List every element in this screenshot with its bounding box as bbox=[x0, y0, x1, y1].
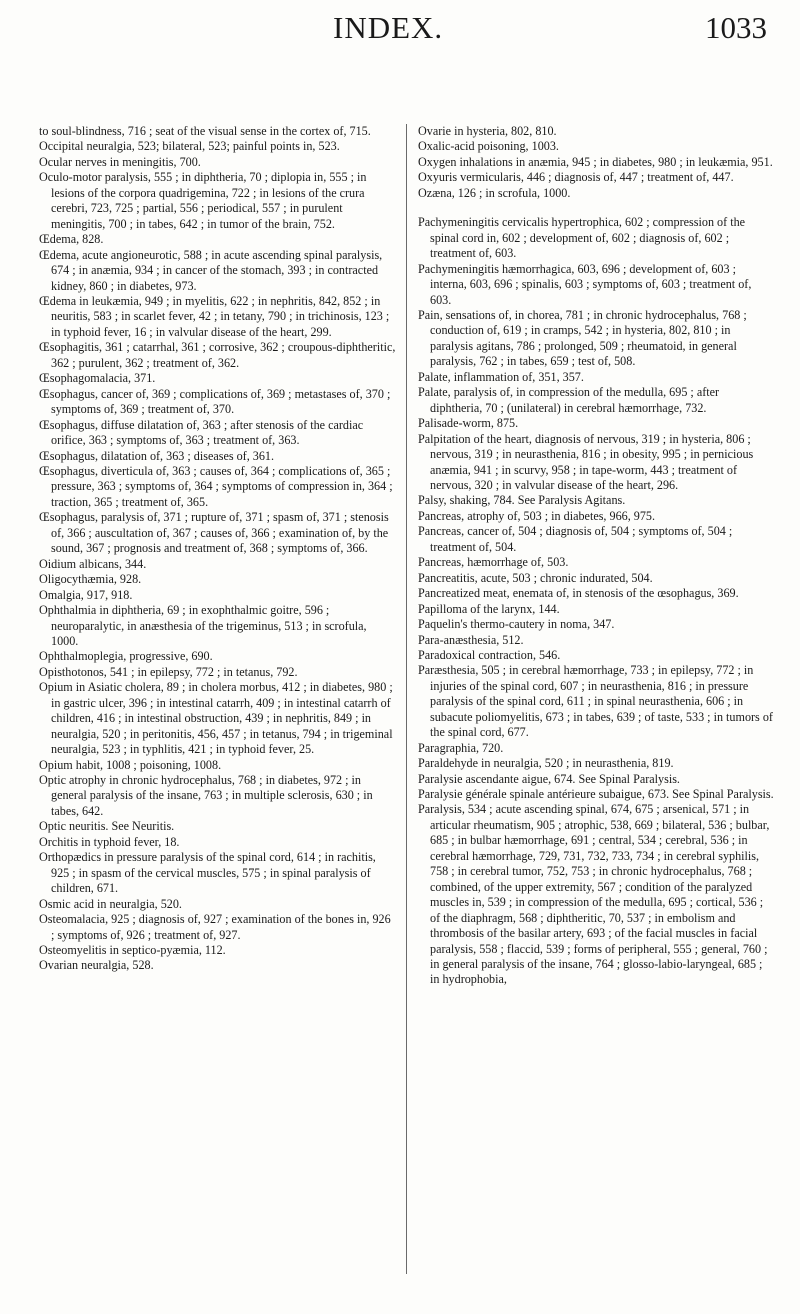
index-entry: Paralysis, 534 ; acute ascending spinal, 674, 675 ; arsenical, 571 ; in articular rheumatism, 905 ; atrophic, 538, 669 ; bilateral, 536 ; bulbar, 685 ; in bulbar hæmorrhage, 691 ; central, 534 ; cerebral, 536 ; in cerebral hæmorrhage, 729, 731, 732, 733, 734 ; in cerebral syphilis, 758 ; in cerebral tumor, 752, 753 ; in chronic hydrocephalus, 768 ; combined, of the upper extremity, 567 ; condition of the paralyzed muscles in, 539 ; in compression of the medulla, 695 ; cortical, 536 ; of the diaphragm, 568 ; diphtheritic, 70, 537 ; in embolism and thrombosis of the basilar artery, 693 ; of the facial muscles in facial paralysis, 558 ; flaccid, 539 ; forms of peripheral, 555 ; general, 760 ; in general paralysis of the insane, 764 ; glosso-labio-laryngeal, 685 ; in hydrophobia, bbox=[418, 802, 770, 987]
index-entry: Opium in Asiatic cholera, 89 ; in cholera morbus, 412 ; in diabetes, 980 ; in gastric ulcer, 396 ; in intestinal catarrh, 409 ; in intestinal catarrh of children, 416 ; in intestinal obstruction, 439 ; in nephritis, 849 ; in neuralgia, 520 ; in peritonitis, 456, 457 ; in tetanus, 794 ; in trigeminal neuralgia, 523 ; in typhlitis, 421 ; in typhoid fever, 25. bbox=[39, 680, 393, 757]
index-entry: Œsophagitis, 361 ; catarrhal, 361 ; corrosive, 362 ; croupous-diphtheritic, 362 ; purulent, 362 ; treatment of, 362. bbox=[39, 340, 396, 370]
index-entry: to soul-blindness, 716 ; seat of the visual sense in the cortex of, 715. bbox=[39, 124, 371, 138]
index-entry: Œsophagomalacia, 371. bbox=[39, 371, 156, 386]
index-entry: Opium habit, 1008 ; poisoning, 1008. bbox=[39, 757, 222, 772]
index-entry: Palsy, shaking, 784. See Paralysis Agitans. bbox=[418, 493, 626, 508]
index-entry: Paquelin's thermo-cautery in noma, 347. bbox=[418, 617, 615, 632]
index-entry: Oligocythæmia, 928. bbox=[39, 572, 142, 587]
index-entry: Œsophagus, cancer of, 369 ; complications of, 369 ; metastases of, 370 ; symptoms of, 369 ; treatment of, 370. bbox=[39, 386, 391, 417]
index-entry: Ozæna, 126 ; in scrofula, 1000. bbox=[418, 185, 571, 200]
index-entry: Paraldehyde in neuralgia, 520 ; in neurasthenia, 819. bbox=[418, 756, 674, 771]
right-column bbox=[418, 124, 774, 988]
page-header bbox=[0, 10, 800, 50]
index-entry: Ovarie in hysteria, 802, 810. bbox=[418, 124, 557, 138]
index-entry: Ocular nerves in meningitis, 700. bbox=[39, 154, 201, 169]
index-entry: Optic atrophy in chronic hydrocephalus, 768 ; in diabetes, 972 ; in general paralysis of the insane, 763 ; in multiple sclerosis, 630 ; in tabes, 642. bbox=[39, 773, 373, 818]
index-entry: Palate, paralysis of, in compression of the medulla, 695 ; after diphtheria, 70 ; (unilateral) in cerebral hæmorrhage, 732. bbox=[418, 385, 720, 415]
index-entry: Ophthalmia in diphtheria, 69 ; in exophthalmic goitre, 596 ; neuroparalytic, in anæsthesia of the trigeminus, 513 ; in scrofula, 1000. bbox=[39, 603, 367, 648]
index-entry: Optic neuritis. See Neuritis. bbox=[39, 819, 175, 834]
index-entry: Paradoxical contraction, 546. bbox=[418, 647, 561, 662]
index-entry: Orchitis in typhoid fever, 18. bbox=[39, 834, 180, 849]
index-entry: Paralysie ascendante aigue, 674. See Spinal Paralysis. bbox=[418, 771, 680, 786]
index-entry: Paræsthesia, 505 ; in cerebral hæmorrhage, 733 ; in epilepsy, 772 ; in injuries of the spinal cord, 607 ; in neurasthenia, 816 ; in pressure paralysis of the spinal cord, 611 ; in spinal neurasthenia, 606 ; in subacute poliomyelitis, 673 ; in tabes, 639 ; of taste, 533 ; in tumors of the spinal cord, 677. bbox=[418, 663, 773, 740]
index-entry: Ovarian neuralgia, 528. bbox=[39, 958, 154, 973]
index-entry: Palpitation of the heart, diagnosis of nervous, 319 ; in hysteria, 806 ; nervous, 319 ; in neurasthenia, 816 ; in obesity, 995 ; in pernicious anæmia, 941 ; in scurvy, 958 ; in tape-worm, 443 ; treatment of nervous, 320 ; in valvular disease of the heart, 296. bbox=[418, 431, 754, 492]
index-entry: Paragraphia, 720. bbox=[418, 740, 504, 755]
index-entry: Oidium albicans, 344. bbox=[39, 556, 147, 571]
index-entry: Para-anæsthesia, 512. bbox=[418, 632, 524, 647]
index-entry: Osteomyelitis in septico-pyæmia, 112. bbox=[39, 943, 226, 958]
index-entry: Palate, inflammation of, 351, 357. bbox=[418, 369, 584, 384]
column-divider bbox=[406, 124, 407, 1274]
index-entry: Papilloma of the larynx, 144. bbox=[418, 601, 560, 616]
page-number: 1033 bbox=[705, 10, 767, 45]
index-entry: Omalgia, 917, 918. bbox=[39, 587, 133, 602]
index-entry: Orthopædics in pressure paralysis of the spinal cord, 614 ; in rachitis, 925 ; in spasm of the cervical muscles, 575 ; in spinal paralysis of children, 671. bbox=[39, 850, 376, 896]
index-entry: Opisthotonos, 541 ; in epilepsy, 772 ; in tetanus, 792. bbox=[39, 664, 298, 679]
index-entry: Oxalic-acid poisoning, 1003. bbox=[418, 139, 559, 154]
index-entry: Œdema, acute angioneurotic, 588 ; in acute ascending spinal paralysis, 674 ; in anæmia, 934 ; in cancer of the stomach, 393 ; in contracted kidney, 860 ; in diabetes, 973. bbox=[39, 247, 383, 293]
index-entry: Oxyuris vermicularis, 446 ; diagnosis of, 447 ; treatment of, 447. bbox=[418, 170, 734, 185]
index-entry: Oxygen inhalations in anæmia, 945 ; in diabetes, 980 ; in leukæmia, 951. bbox=[418, 154, 773, 169]
index-entry: Osmic acid in neuralgia, 520. bbox=[39, 896, 182, 911]
index-entry: Occipital neuralgia, 523; bilateral, 523; painful points in, 523. bbox=[39, 139, 340, 154]
running-title: INDEX. bbox=[333, 10, 444, 45]
index-entry: Pachymeningitis hæmorrhagica, 603, 696 ; development of, 603 ; interna, 603, 696 ; spinalis, 603 ; symptoms of, 603 ; treatment of, 603. bbox=[418, 261, 752, 307]
index-entry: Osteomalacia, 925 ; diagnosis of, 927 ; examination of the bones in, 926 ; symptoms of, 926 ; treatment of, 927. bbox=[39, 912, 391, 942]
index-entry: Œsophagus, diverticula of, 363 ; causes of, 364 ; complications of, 365 ; pressure, 363 ; symptoms of, 364 ; symptoms of compression in, 364 ; traction, 365 ; treatment of, 365. bbox=[39, 463, 393, 509]
index-entry: Pain, sensations of, in chorea, 781 ; in chronic hydrocephalus, 768 ; conduction of, 619 ; in cramps, 542 ; in hysteria, 802, 810 ; in paralysis agitans, 786 ; prolonged, 509 ; rheumatoid, in general paralysis, 762 ; in tabes, 659 ; test of, 508. bbox=[418, 307, 747, 369]
index-entry: Œsophagus, paralysis of, 371 ; rupture of, 371 ; spasm of, 371 ; stenosis of, 366 ; auscultation of, 367 ; causes of, 366 ; examination of, by the sound, 367 ; prognosis and treatment of, 368 ; symptoms of, 366. bbox=[39, 510, 389, 556]
index-entry: Pancreas, atrophy of, 503 ; in diabetes, 966, 975. bbox=[418, 508, 656, 523]
index-entry: Pancreas, hæmorrhage of, 503. bbox=[418, 555, 569, 570]
index-entry: Pachymeningitis cervicalis hypertrophica, 602 ; compression of the spinal cord in, 602 ; development of, 602 ; diagnosis of, 602 ; treatment of, 603. bbox=[418, 215, 746, 261]
index-entry: Œdema in leukæmia, 949 ; in myelitis, 622 ; in nephritis, 842, 852 ; in neuritis, 583 ; in scarlet fever, 42 ; in tetany, 790 ; in trichinosis, 123 ; in typhoid fever, 16 ; in valvular disease of the heart, 299. bbox=[39, 293, 390, 339]
index-entry: Œsophagus, dilatation of, 363 ; diseases of, 361. bbox=[39, 448, 275, 463]
index-entry: Pancreas, cancer of, 504 ; diagnosis of, 504 ; symptoms of, 504 ; treatment of, 504. bbox=[418, 524, 733, 554]
index-entry: Pancreatized meat, enemata of, in stenosis of the œsophagus, 369. bbox=[418, 586, 739, 601]
index-entry: Oculo-motor paralysis, 555 ; in diphtheria, 70 ; diplopia in, 555 ; in lesions of the corpora quadrigemina, 722 ; in lesions of the crura cerebri, 723, 725 ; partial, 556 ; periodical, 557 ; in purulent meningitis, 700 ; in tabes, 642 ; in tumor of the brain, 752. bbox=[39, 170, 367, 231]
index-entry: Ophthalmoplegia, progressive, 690. bbox=[39, 649, 213, 664]
index-entry: Palisade-worm, 875. bbox=[418, 416, 519, 431]
index-entry: Pancreatitis, acute, 503 ; chronic indurated, 504. bbox=[418, 570, 653, 585]
index-entry: Œdema, 828. bbox=[39, 232, 104, 247]
index-entry: Paralysie générale spinale antérieure subaigue, 673. See Spinal Paralysis. bbox=[418, 787, 774, 802]
left-column bbox=[39, 124, 396, 974]
index-entry: Œsophagus, diffuse dilatation of, 363 ; after stenosis of the cardiac orifice, 363 ; symptoms of, 363 ; treatment of, 363. bbox=[39, 417, 364, 448]
